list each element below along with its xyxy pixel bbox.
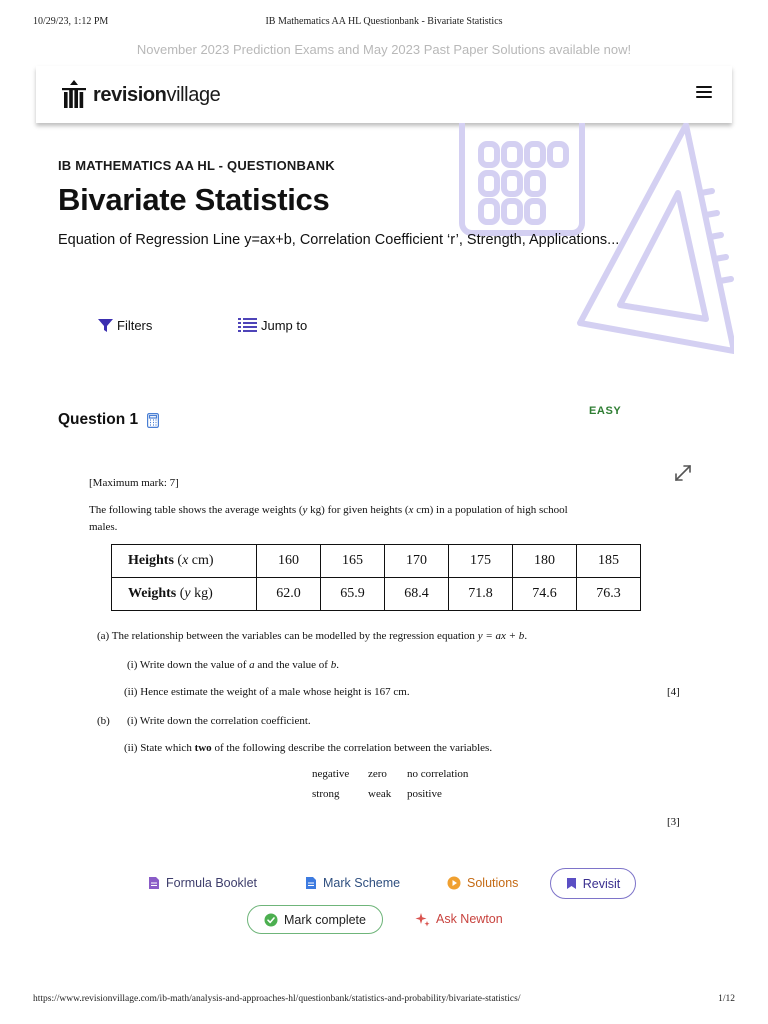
print-date: 10/29/23, 1:12 PM [33, 16, 109, 27]
heights-unit: cm [188, 553, 209, 568]
intro-text: cm) in a population of high school [413, 504, 568, 516]
print-page-number: 1/12 [718, 994, 735, 1004]
solutions-button[interactable] [447, 872, 518, 894]
mark-a: [4] [667, 686, 680, 698]
mark-complete-label: Mark complete [284, 912, 366, 927]
intro-var-x: x [408, 504, 414, 516]
table-cell: 74.6 [513, 578, 577, 611]
hamburger-line [696, 91, 712, 93]
list-icon [238, 317, 257, 333]
filters-button[interactable] [98, 316, 152, 334]
solutions-label: Solutions [467, 876, 519, 890]
print-url: https://www.revisionvillage.com/ib-math/analysis-and-approaches-hl/questionbank/statistics-and-probability/bivariate-statistics/ [33, 994, 521, 1004]
page-subtitle: Equation of Regression Line y=ax+b, Correlation Coefficient ‘r’, Strength, Applications... [58, 232, 620, 248]
data-table [111, 544, 641, 611]
weights-label: Weights [128, 586, 177, 601]
part-b-ii-text: of the following describe the correlation between the variables. [211, 742, 493, 754]
intro-text: The following table shows the average weights ( [89, 504, 303, 516]
question-intro-line2: males. [89, 521, 118, 533]
heights-label: Heights [128, 553, 174, 568]
part-b-ii [124, 742, 492, 754]
announcement-banner[interactable]: November 2023 Prediction Exams and May 2023 Past Paper Solutions available now! [136, 42, 632, 57]
part-a-i-text: and the value of [254, 659, 331, 671]
intro-text: kg) for given heights ( [307, 504, 409, 516]
ask-newton-label: Ask Newton [436, 912, 503, 926]
page-title: Bivariate Statistics [58, 182, 330, 217]
print-footer [33, 994, 735, 1008]
table-cell: 62.0 [257, 578, 321, 611]
table-cell: 185 [577, 545, 641, 578]
intro-var-y: y [302, 504, 308, 516]
question-title [58, 411, 159, 429]
hamburger-line [696, 86, 712, 88]
heights-var: x [182, 553, 189, 568]
check-circle-icon [264, 913, 278, 927]
choice-item: positive [407, 788, 442, 800]
part-b-i: (i) Write down the correlation coefficient. [127, 715, 311, 727]
ask-newton-button[interactable] [415, 908, 503, 930]
part-a-i: (i) Write down the value of a and the value of b. [127, 659, 339, 671]
heights-header: Heights (x cm) [112, 545, 257, 578]
logo-icon [62, 80, 86, 110]
max-mark: [Maximum mark: 7] [89, 477, 179, 489]
navbar [36, 66, 732, 123]
difficulty-badge: EASY [589, 405, 622, 417]
document-icon [148, 876, 160, 890]
table-cell: 160 [257, 545, 321, 578]
table-cell: 175 [449, 545, 513, 578]
revisit-button[interactable] [550, 868, 636, 899]
table-cell: 170 [385, 545, 449, 578]
part-b-ii-bold: two [194, 742, 212, 754]
part-b-label: (b) [97, 715, 110, 727]
choice-item: zero [368, 768, 387, 780]
weights-unit: kg [190, 586, 209, 601]
weights-header: Weights (y kg) [112, 578, 257, 611]
part-b-ii-text: (ii) State which [124, 742, 195, 754]
table-row-heights [112, 545, 641, 578]
table-cell: 76.3 [577, 578, 641, 611]
logo-word-regular: village [166, 83, 221, 106]
table-cell: 180 [513, 545, 577, 578]
site-logo[interactable] [62, 79, 220, 111]
logo-word-bold: revision [93, 83, 167, 106]
table-cell: 71.8 [449, 578, 513, 611]
jump-to-label: Jump to [261, 317, 308, 333]
part-a-text: (a) The relationship between the variables can be modelled by the regression equation [97, 630, 478, 642]
document-icon [305, 876, 317, 890]
choice-item: weak [368, 788, 392, 800]
mark-scheme-button[interactable] [305, 872, 400, 894]
question-intro [89, 504, 568, 516]
formula-booklet-button[interactable] [148, 872, 257, 894]
mark-complete-button[interactable] [247, 905, 383, 934]
part-a: (a) The relationship between the variables can be modelled by the regression equation y = ax + b. [97, 630, 528, 642]
jump-to-button[interactable] [238, 316, 307, 334]
print-header [33, 16, 735, 30]
part-a-ii: (ii) Hence estimate the weight of a male whose height is 167 cm. [124, 686, 410, 698]
page-hero [58, 158, 698, 248]
hamburger-menu-button[interactable] [696, 86, 712, 100]
calculator-icon[interactable] [147, 413, 159, 428]
sparkle-icon [415, 912, 430, 927]
table-cell: 65.9 [321, 578, 385, 611]
var-a: a [249, 659, 255, 671]
choice-item: strong [312, 788, 340, 800]
choice-item: no correlation [407, 768, 469, 780]
mark-scheme-label: Mark Scheme [323, 876, 401, 890]
filters-label: Filters [117, 317, 153, 333]
table-cell: 165 [321, 545, 385, 578]
hamburger-line [696, 96, 712, 98]
question-title-text: Question 1 [58, 411, 139, 428]
regression-equation: y = ax + b [477, 630, 525, 642]
page-eyebrow: IB MATHEMATICS AA HL - QUESTIONBANK [58, 158, 335, 173]
part-a-i-text: (i) Write down the value of [127, 659, 250, 671]
var-b: b [330, 659, 337, 671]
filter-icon [98, 318, 113, 333]
play-icon [447, 876, 461, 890]
table-cell: 68.4 [385, 578, 449, 611]
weights-var: y [184, 586, 191, 601]
print-title: IB Mathematics AA HL Questionbank - Bivariate Statistics [265, 16, 503, 27]
bookmark-icon [566, 877, 577, 890]
logo-wordmark [93, 84, 220, 107]
formula-booklet-label: Formula Booklet [166, 876, 258, 890]
revisit-label: Revisit [582, 876, 621, 891]
expand-icon[interactable] [674, 464, 692, 482]
table-row-weights [112, 578, 641, 611]
choice-item: negative [312, 768, 350, 780]
mark-b: [3] [667, 816, 680, 828]
